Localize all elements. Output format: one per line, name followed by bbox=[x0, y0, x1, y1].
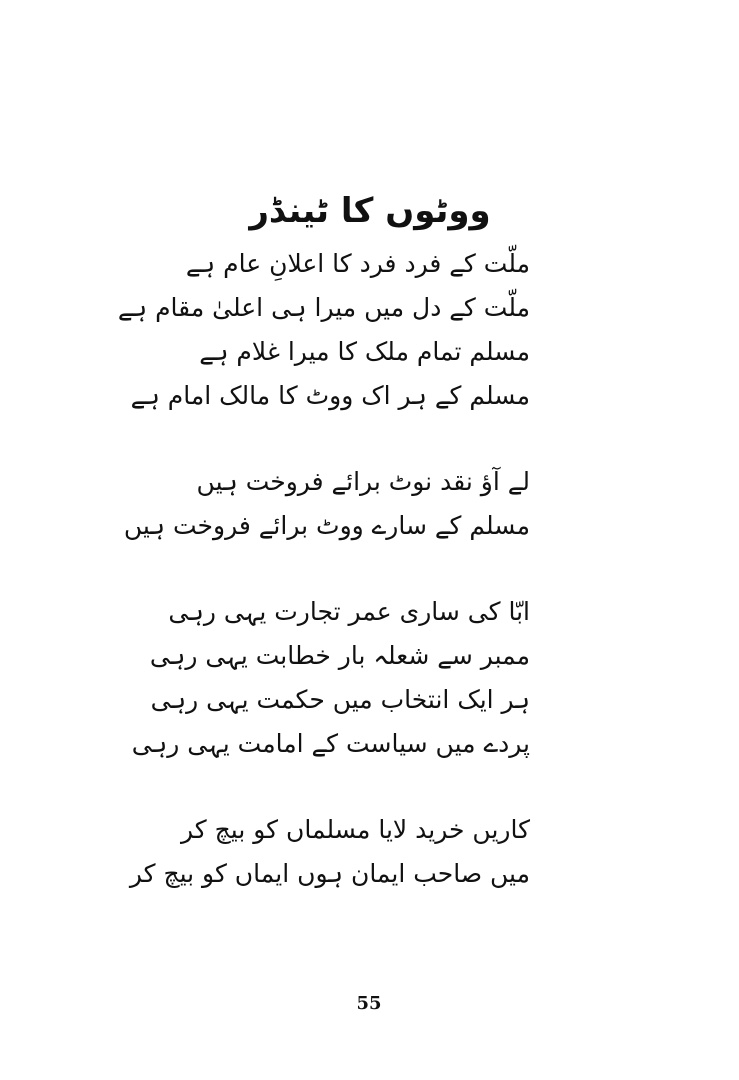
poem-title: ووٹوں کا ٹینڈر bbox=[249, 191, 491, 231]
verse-line: ابّا کی ساری عمر تجارت یہی رہی bbox=[168, 597, 530, 626]
verse-line: ملّت کے دل میں میرا ہی اعلیٰ مقام ہے bbox=[117, 293, 530, 322]
verse-line: ممبر سے شعلہ بار خطابت یہی رہی bbox=[149, 641, 530, 670]
verse-line: کاریں خرید لایا مسلماں کو بیچ کر bbox=[181, 815, 530, 844]
stanza-2 bbox=[123, 460, 530, 548]
verse-line: مسلم تمام ملک کا میرا غلام ہے bbox=[199, 337, 530, 366]
page-number: 55 bbox=[356, 993, 382, 1014]
verse-line: پردے میں سیاست کے امامت یہی رہی bbox=[131, 729, 530, 758]
verse-line: لے آؤ نقد نوٹ برائے فروخت ہیں bbox=[196, 467, 530, 496]
stanza-1 bbox=[117, 242, 530, 418]
verse-line: مسلم کے سارے ووٹ برائے فروخت ہیں bbox=[123, 511, 530, 540]
verse-line: ہر ایک انتخاب میں حکمت یہی رہی bbox=[150, 685, 530, 714]
verse-line: ملّت کے فرد فرد کا اعلانِ عام ہے bbox=[185, 249, 530, 278]
stanza-3 bbox=[131, 590, 530, 766]
verse-line: مسلم کے ہر اک ووٹ کا مالک امام ہے bbox=[130, 381, 530, 410]
stanza-4 bbox=[129, 808, 530, 896]
verse-line: میں صاحب ایمان ہوں ایماں کو بیچ کر bbox=[129, 859, 530, 888]
